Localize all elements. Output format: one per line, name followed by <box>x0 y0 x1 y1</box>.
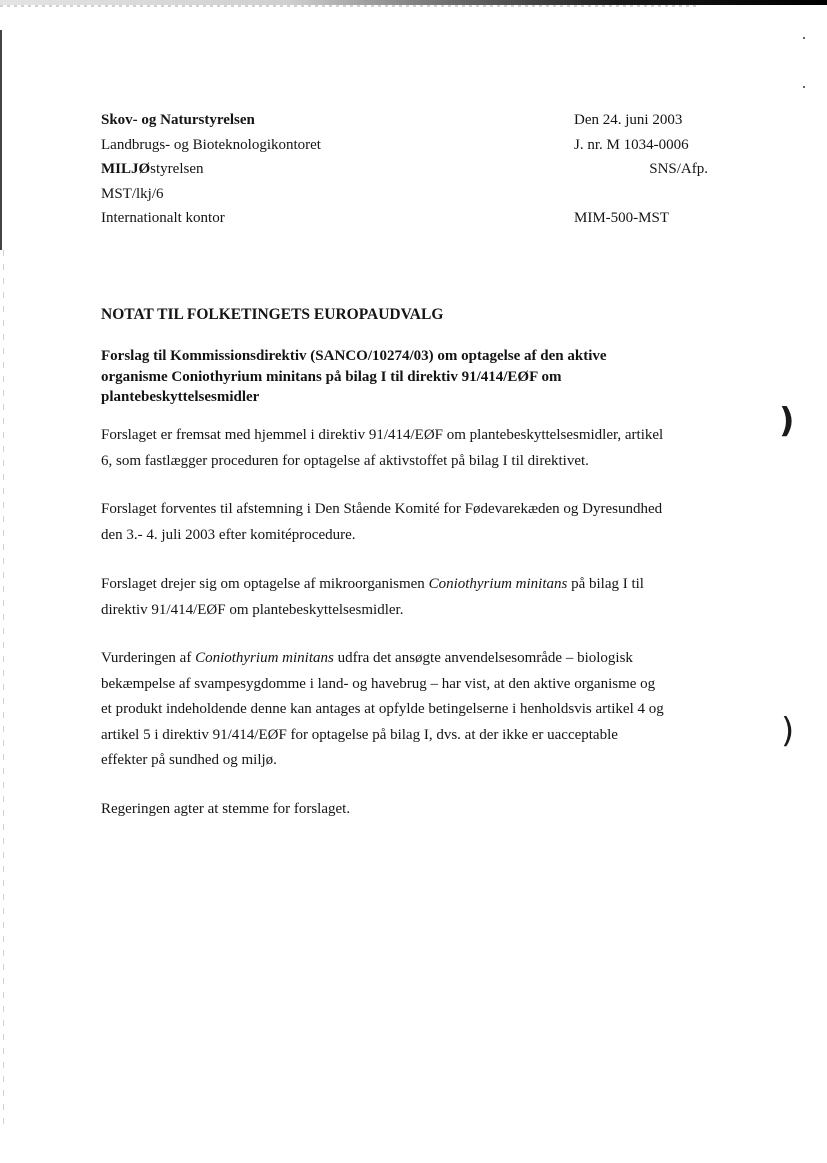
paragraph-line <box>101 572 644 598</box>
organism-name: Coniothyrium minitans <box>428 576 568 592</box>
sender-office: Landbrugs- og Bioteknologikontoret <box>101 136 321 153</box>
scan-noise-top <box>0 5 700 7</box>
scan-left-edge <box>0 30 2 250</box>
document-date: Den 24. juni 2003 <box>574 112 683 128</box>
subject-line: plantebeskyttelsesmidler <box>101 389 260 405</box>
paragraph-line: 6, som fastlægger proceduren for optagelse af aktivstoffet på bilag I til direktivet. <box>101 452 589 469</box>
paragraph-content <box>101 572 644 623</box>
subject-heading <box>101 346 607 408</box>
sender-agency-2-bold: MILJØ <box>101 161 151 177</box>
paragraph-line: direktiv 91/414/EØF om plantebeskyttelsesmidler. <box>101 601 404 618</box>
text-run: på bilag I til <box>567 576 644 592</box>
paragraph-vote-date <box>101 497 662 548</box>
paragraph-line <box>101 646 664 672</box>
scan-speck <box>803 86 805 88</box>
paragraph-line: Forslaget er fremsat med hjemmel i direktiv 91/414/EØF om plantebeskyttelsesmidler, artikel <box>101 427 664 443</box>
sender-agency: Skov- og Naturstyrelsen <box>101 112 255 128</box>
text-run: udfra det ansøgte anvendelsesområde – biologisk <box>333 650 633 666</box>
paragraph-line: den 3.- 4. juli 2003 efter komitéprocedure. <box>101 526 356 543</box>
text-run: Forslaget drejer sig om optagelse af mikroorganismen <box>101 576 429 592</box>
paragraph-legal-basis <box>101 423 663 474</box>
sender-agency-2 <box>101 157 321 182</box>
paragraph-line: et produkt indeholdende denne kan antages at opfylde betingelserne i henholdsvis artikel 4 og <box>101 701 664 717</box>
paragraph-line: artikel 5 i direktiv 91/414/EØF for optagelse på bilag I, dvs. at der ikke er uacceptable <box>101 726 618 743</box>
scan-speck <box>803 37 805 39</box>
organism-name: Coniothyrium minitans <box>195 650 334 666</box>
text-run: Vurderingen af <box>101 650 196 666</box>
date-block <box>574 108 708 231</box>
paragraph-line: effekter på sundhed og miljø. <box>101 752 277 768</box>
journal-number: J. nr. M 1034-0006 <box>574 136 689 153</box>
scan-left-edge-faint <box>3 250 4 1130</box>
document-code: MIM-500-MST <box>574 210 670 226</box>
header-gap <box>574 182 708 207</box>
subject-line: Forslag til Kommissionsdirektiv (SANCO/10274/03) om optagelse af den aktive <box>101 348 607 364</box>
sender-block <box>101 108 321 231</box>
sender-agency-2-rest: styrelsen <box>150 161 204 177</box>
paragraph-line: bekæmpelse af svampesygdomme i land- og havebrug – har vist, at den aktive organisme og <box>101 675 656 692</box>
subject-line: organisme Coniothyrium minitans på bilag I til direktiv 91/414/EØF om <box>101 368 562 385</box>
punch-hole-mark-icon: ) <box>779 401 795 441</box>
punch-hole-ring-icon: ) <box>781 711 795 751</box>
paragraph-government-position: Regeringen agter at stemme for forslaget. <box>101 801 351 817</box>
sender-reference: MST/lkj/6 <box>101 185 164 202</box>
document-title: NOTAT TIL FOLKETINGETS EUROPAUDVALG <box>101 306 444 323</box>
sender-office-2: Internationalt kontor <box>101 210 225 226</box>
paragraph-assessment <box>101 646 664 774</box>
paragraph-line: Forslaget forventes til afstemning i Den Stående Komité for Fødevarekæden og Dyresundhed <box>101 501 663 517</box>
initials: SNS/Afp. <box>649 161 708 177</box>
